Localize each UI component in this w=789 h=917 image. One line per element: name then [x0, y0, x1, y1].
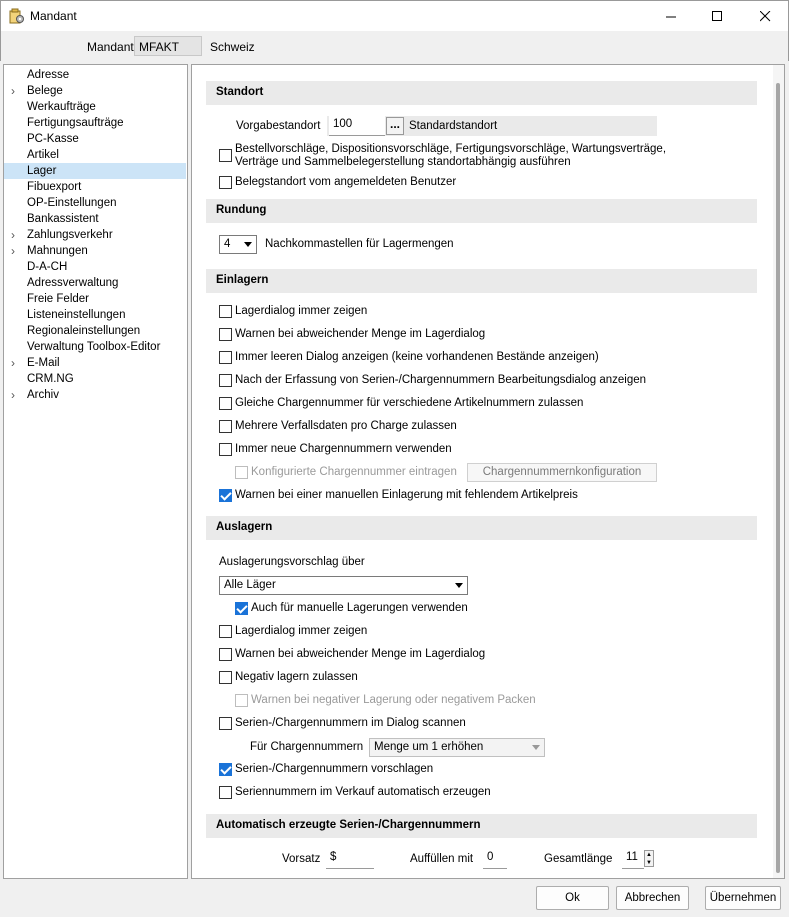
spin-up-icon[interactable]: ▲ — [646, 852, 652, 858]
sidebar-item[interactable] — [4, 259, 186, 275]
sidebar-item[interactable] — [4, 99, 186, 115]
gesamtlaenge-spinner[interactable] — [644, 850, 654, 867]
vorschlagen-label: Serien-/Chargennummern vorschlagen — [235, 763, 434, 775]
sidebar-item-label: Belege — [27, 85, 63, 97]
sidebar-item-label: OP-Einstellungen — [27, 197, 117, 209]
einlagern-option-label: Immer neue Chargennummern verwenden — [235, 443, 452, 455]
sidebar-item-label: Listeneinstellungen — [27, 309, 126, 321]
verkauf-automatisch-checkbox[interactable] — [219, 786, 232, 799]
sidebar-item[interactable] — [4, 83, 186, 99]
section-einlagern: Einlagern — [206, 269, 757, 293]
sidebar-item-label: Mahnungen — [27, 245, 88, 257]
sidebar-item[interactable] — [4, 387, 186, 403]
fuer-chargennummern-value: Menge um 1 erhöhen — [374, 741, 484, 753]
scrollbar-thumb[interactable] — [776, 83, 780, 873]
belegstandort-label: Belegstandort vom angemeldeten Benutzer — [235, 176, 457, 188]
auffuellen-label: Auffüllen mit — [410, 853, 474, 865]
sidebar-item[interactable] — [4, 195, 186, 211]
sidebar-item[interactable] — [4, 371, 186, 387]
konfigurierte-chargennummer-label: Konfigurierte Chargennummer eintragen — [251, 466, 457, 478]
sidebar-item[interactable] — [4, 243, 186, 259]
sidebar-item[interactable] — [4, 67, 186, 83]
vorsatz-label: Vorsatz — [282, 853, 321, 865]
sidebar-item[interactable] — [4, 115, 186, 131]
sidebar-item[interactable] — [4, 323, 186, 339]
einlagern-option-checkbox[interactable] — [219, 328, 232, 341]
sidebar-item-label: Freie Felder — [27, 293, 89, 305]
sidebar-item[interactable] — [4, 147, 186, 163]
vorgabestandort-browse-button[interactable]: ... — [386, 117, 404, 135]
vorschlagen-checkbox[interactable] — [219, 763, 232, 776]
sidebar-item-label: Lager — [27, 165, 57, 177]
negativ-lagern-checkbox[interactable] — [219, 671, 232, 684]
sidebar-item[interactable] — [4, 131, 186, 147]
einlagern-option-label: Gleiche Chargennummer für verschiedene Artikelnummern zulassen — [235, 397, 584, 409]
sidebar-item[interactable] — [4, 179, 186, 195]
chevron-right-icon[interactable]: › — [11, 356, 15, 370]
warnen-fehlender-artikelpreis-label: Warnen bei einer manuellen Einlagerung mit fehlendem Artikelpreis — [235, 489, 578, 501]
verkauf-automatisch-label: Seriennummern im Verkauf automatisch erzeugen — [235, 786, 491, 798]
vorsatz-input[interactable]: $ — [326, 849, 374, 869]
fuer-chargennummern-select[interactable] — [369, 738, 545, 757]
apply-button[interactable]: Übernehmen — [705, 886, 781, 910]
vertical-scrollbar[interactable] — [773, 65, 785, 878]
negativ-lagern-label: Negativ lagern zulassen — [235, 671, 358, 683]
chevron-right-icon[interactable]: › — [11, 244, 15, 258]
chevron-right-icon[interactable]: › — [11, 388, 15, 402]
manuelle-lagerungen-checkbox[interactable] — [235, 602, 248, 615]
nachkommastellen-label: Nachkommastellen für Lagermengen — [265, 238, 454, 250]
settings-navigation — [3, 64, 188, 879]
einlagern-option-checkbox[interactable] — [219, 443, 232, 456]
sidebar-item-label: Fibuexport — [27, 181, 82, 193]
vorgabestandort-label: Vorgabestandort — [236, 120, 321, 132]
sidebar-item-label: Werkaufträge — [27, 101, 96, 113]
maximize-icon[interactable] — [694, 1, 740, 32]
settings-panel — [191, 64, 785, 879]
einlagern-option-label: Lagerdialog immer zeigen — [235, 305, 368, 317]
section-rundung: Rundung — [206, 199, 757, 223]
sidebar-item-label: Fertigungsaufträge — [27, 117, 124, 129]
sidebar-item[interactable] — [4, 355, 186, 371]
einlagern-option-checkbox[interactable] — [219, 305, 232, 318]
section-auslagern: Auslagern — [206, 516, 757, 540]
einlagern-option-checkbox[interactable] — [219, 397, 232, 410]
fuer-chargennummern-label: Für Chargennummern — [250, 741, 364, 753]
warnen-negativ-label: Warnen bei negativer Lagerung oder negativem Packen — [251, 694, 536, 706]
sidebar-item-label: Bankassistent — [27, 213, 99, 225]
sidebar-item-label: Adresse — [27, 69, 70, 81]
einlagern-option-label: Immer leeren Dialog anzeigen (keine vorhandenen Bestände anzeigen) — [235, 351, 599, 363]
sidebar-item[interactable] — [4, 163, 186, 179]
auslagerungsvorschlag-select[interactable] — [219, 576, 468, 595]
sidebar-item-label: D-A-CH — [27, 261, 68, 273]
sidebar-item-label: PC-Kasse — [27, 133, 79, 145]
aus-warnen-menge-label: Warnen bei abweichender Menge im Lagerdialog — [235, 648, 486, 660]
sidebar-item-label: Adressverwaltung — [27, 277, 119, 289]
section-standort: Standort — [206, 81, 757, 105]
spin-down-icon[interactable]: ▼ — [646, 860, 652, 866]
einlagern-option-checkbox[interactable] — [219, 374, 232, 387]
chevron-down-icon — [241, 237, 255, 252]
vorgabestandort-input[interactable]: 100 — [329, 116, 385, 136]
aus-warnen-menge-checkbox[interactable] — [219, 648, 232, 661]
gesamtlaenge-input[interactable]: 11 — [622, 849, 644, 869]
scannen-label: Serien-/Chargennummern im Dialog scannen — [235, 717, 466, 729]
window-title: Mandant — [30, 9, 77, 23]
sidebar-item-label: E-Mail — [27, 357, 60, 369]
sidebar-item-label: Zahlungsverkehr — [27, 229, 113, 241]
standortabhaengig-label-line2: Verträge und Sammelbelegerstellung standortabhängig ausführen — [235, 156, 571, 168]
chevron-down-icon — [452, 578, 466, 593]
ok-button[interactable]: Ok — [536, 886, 609, 910]
mandant-code-field: MFAKT — [134, 36, 202, 56]
minimize-icon[interactable] — [648, 1, 694, 32]
nachkommastellen-value: 4 — [224, 238, 231, 250]
sidebar-item-label: CRM.NG — [27, 373, 74, 385]
nachkommastellen-select[interactable] — [219, 235, 257, 254]
sidebar-item[interactable] — [4, 291, 186, 307]
sidebar-item[interactable] — [4, 227, 186, 243]
mandant-label: Mandant — [87, 40, 134, 54]
einlagern-option-checkbox[interactable] — [219, 351, 232, 364]
gesamtlaenge-label: Gesamtlänge — [544, 853, 613, 865]
sidebar-item[interactable] — [4, 275, 186, 291]
mandant-bar — [0, 31, 789, 61]
auslagerungsvorschlag-label: Auslagerungsvorschlag über — [219, 556, 365, 568]
chevron-down-icon — [529, 740, 543, 755]
section-automatische-nummern: Automatisch erzeugte Serien-/Chargennummern — [206, 814, 757, 838]
title-bar — [0, 0, 789, 31]
sidebar-item[interactable] — [4, 211, 186, 227]
standortabhaengig-checkbox[interactable] — [219, 149, 232, 162]
einlagern-option-label: Nach der Erfassung von Serien-/Chargennummern Bearbeitungsdialog anzeigen — [235, 374, 647, 386]
warnen-fehlender-artikelpreis-checkbox[interactable] — [219, 489, 232, 502]
manuelle-lagerungen-label: Auch für manuelle Lagerungen verwenden — [251, 602, 468, 614]
chevron-right-icon[interactable]: › — [11, 228, 15, 242]
warnen-negativ-checkbox[interactable] — [235, 694, 248, 707]
close-icon[interactable] — [742, 1, 788, 32]
sidebar-item[interactable] — [4, 339, 186, 355]
sidebar-item[interactable] — [4, 307, 186, 323]
sidebar-item-label: Artikel — [27, 149, 59, 161]
aus-lagerdialog-label: Lagerdialog immer zeigen — [235, 625, 368, 637]
standortabhaengig-label-line1: Bestellvorschläge, Dispositionsvorschläge, Fertigungsvorschläge, Wartungsverträge, — [235, 143, 667, 155]
einlagern-option-label: Mehrere Verfallsdaten pro Charge zulassen — [235, 420, 457, 432]
einlagern-option-label: Warnen bei abweichender Menge im Lagerdialog — [235, 328, 486, 340]
mandant-name: Schweiz — [210, 40, 255, 54]
chargennummernkonfiguration-button[interactable]: Chargennummernkonfiguration — [467, 463, 657, 482]
sidebar-item-label: Regionaleinstellungen — [27, 325, 141, 337]
chevron-right-icon[interactable]: › — [11, 84, 15, 98]
auffuellen-input[interactable]: 0 — [483, 849, 507, 869]
einlagern-option-checkbox[interactable] — [219, 420, 232, 433]
sidebar-item-label: Archiv — [27, 389, 59, 401]
belegstandort-checkbox[interactable] — [219, 176, 232, 189]
vorgabestandort-name: Standardstandort — [409, 120, 498, 132]
konfigurierte-chargennummer-checkbox[interactable] — [235, 466, 248, 479]
auslagerungsvorschlag-value: Alle Läger — [224, 579, 276, 591]
aus-lagerdialog-checkbox[interactable] — [219, 625, 232, 638]
scannen-checkbox[interactable] — [219, 717, 232, 730]
app-icon — [9, 8, 25, 24]
sidebar-item-label: Verwaltung Toolbox-Editor — [27, 341, 161, 353]
cancel-button[interactable]: Abbrechen — [616, 886, 689, 910]
